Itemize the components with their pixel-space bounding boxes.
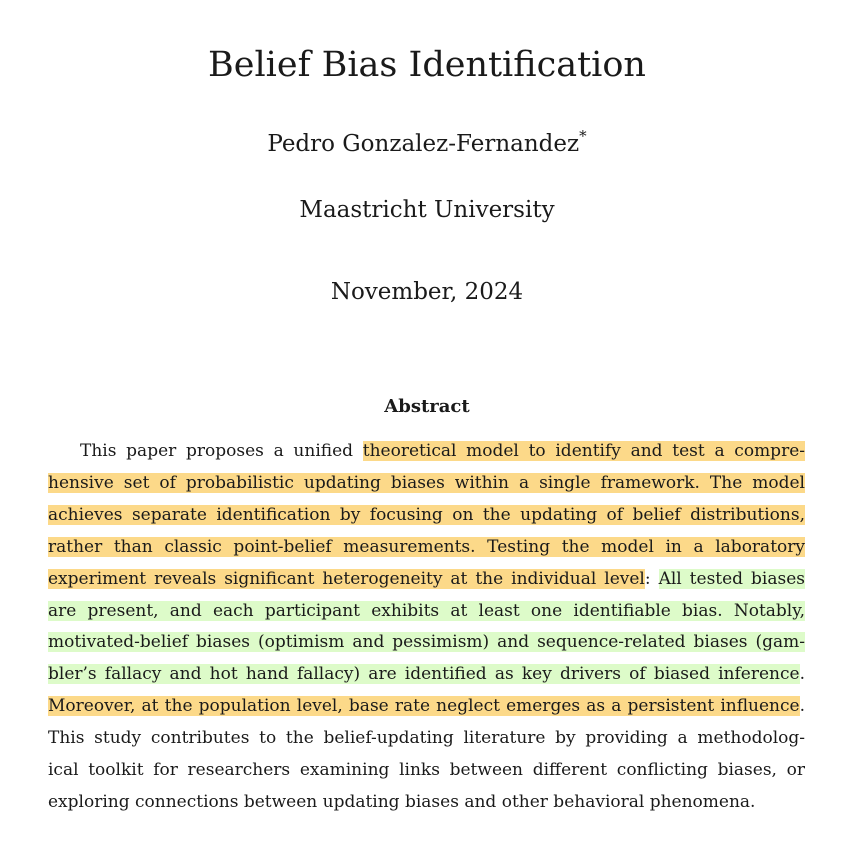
highlight-orange: rather than classic point-belief measurements. Testing the model in a laboratory (48, 536, 805, 557)
abstract-heading: Abstract (384, 396, 470, 417)
abstract-line (48, 469, 805, 497)
highlight-green: motivated-belief biases (optimism and pessimism) and sequence-related biases (gam- (48, 632, 805, 653)
abstract-line (48, 565, 805, 593)
abstract-line (48, 788, 805, 816)
author-name: Pedro Gonzalez-Fernandez (267, 131, 580, 157)
abstract-text: . (799, 664, 805, 685)
abstract-text: This study contributes to the belief-updating literature by providing a methodolog- (48, 728, 805, 749)
abstract-text: . (799, 696, 805, 717)
highlight-green: All tested biases (658, 568, 805, 589)
author-affiliation: Maastricht University (299, 197, 555, 223)
abstract-text: ical toolkit for researchers examining links between different conflicting biases, or (48, 760, 805, 780)
abstract-line (48, 660, 805, 688)
highlight-orange: hensive set of probabilistic updating biases within a single framework. The model (48, 472, 805, 493)
highlight-orange: Moreover, at the population level, base rate neglect emerges as a persistent influence (48, 696, 800, 717)
highlight-orange: experiment reveals significant heterogeneity at the individual level (48, 568, 645, 589)
author-line (0, 126, 854, 162)
abstract-line (48, 628, 805, 656)
abstract-text: This paper proposes a unified (80, 441, 363, 461)
highlight-green: are present, and each participant exhibits at least one identifiable bias. Notably, (48, 600, 805, 621)
abstract-line (48, 501, 805, 529)
paper-date: November, 2024 (330, 279, 524, 305)
abstract-line (48, 533, 805, 561)
abstract-line (48, 724, 805, 752)
abstract-line (48, 756, 805, 784)
highlight-green: bler’s fallacy and hot hand fallacy) are identified as key drivers of biased inference (48, 664, 800, 685)
abstract-text: : (644, 568, 659, 589)
author-footnote-mark: * (579, 127, 587, 145)
highlight-orange: achieves separate identification by focusing on the updating of belief distributions, (48, 504, 805, 525)
paper-title: Belief Bias Identification (208, 45, 646, 85)
abstract-text: exploring connections between updating biases and other behavioral phenomena. (48, 791, 756, 812)
abstract-line (48, 597, 805, 625)
abstract-line (48, 692, 805, 720)
highlight-orange: theoretical model to identify and test a compre- (362, 441, 805, 461)
abstract-line (80, 437, 805, 465)
